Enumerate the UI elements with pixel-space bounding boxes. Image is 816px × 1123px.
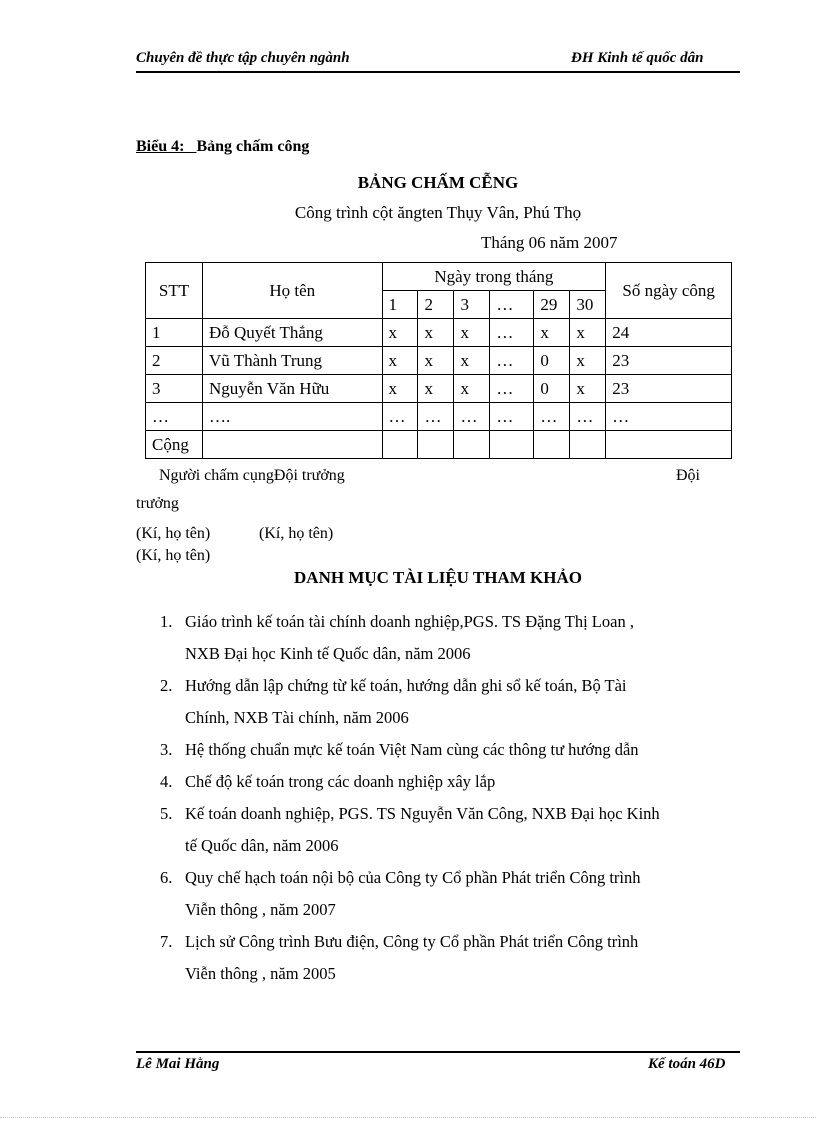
row-name: Vũ Thành Trung [202, 347, 382, 375]
list-item-number: 5. [160, 804, 173, 823]
row-day: x [454, 375, 490, 403]
list-item-number: 7. [160, 932, 173, 951]
list-item-line: NXB Đại học Kinh tế Quốc dân, năm 2006 [185, 644, 471, 663]
list-item-line: Giáo trình kế toán tài chính doanh nghiệp,PGS. TS Đặng Thị Loan , [185, 612, 634, 631]
list-item-number: 2. [160, 676, 173, 695]
row-stt: 3 [146, 375, 203, 403]
signature-line4: (Kí, họ tên) [136, 547, 211, 564]
row-name: …. [202, 403, 382, 431]
row-day: 0 [534, 375, 570, 403]
table-row [146, 375, 732, 403]
list-item [160, 734, 740, 766]
list-item-number: 3. [160, 740, 173, 759]
signature-line1-left: Người chấm cụngĐội trưởng [159, 467, 345, 484]
row-day: x [418, 375, 454, 403]
references-title: DANH MỤC TÀI LIỆU THAM KHẢO [294, 568, 582, 587]
row-day: 0 [534, 347, 570, 375]
row-day: … [418, 403, 454, 431]
row-day: … [490, 319, 534, 347]
row-day: … [382, 403, 418, 431]
row-stt: 1 [146, 319, 203, 347]
row-day: x [454, 347, 490, 375]
header-rule [136, 71, 740, 73]
list-item [160, 766, 740, 798]
list-item-number: 1. [160, 612, 173, 631]
sheet-subtitle: Công trình cột ăngten Thụy Vân, Phú Thọ [294, 203, 582, 222]
row-day: x [382, 347, 418, 375]
day-column: 29 [534, 291, 570, 319]
table-row [146, 319, 732, 347]
list-item [160, 798, 740, 862]
footer-left-text: Lê Mai Hằng [136, 1056, 220, 1072]
row-day: x [382, 319, 418, 347]
day-column: 30 [570, 291, 606, 319]
sheet-period: Tháng 06 năm 2007 [481, 233, 618, 252]
page-bottom-divider [0, 1117, 816, 1118]
list-item-line: Lịch sử Công trình Bưu điện, Công ty Cổ phần Phát triển Công trình [185, 932, 639, 951]
list-item-line: Viễn thông , năm 2007 [185, 900, 336, 919]
footer-right-text: Kế toán 46D [648, 1056, 726, 1072]
row-day: … [454, 403, 490, 431]
list-item-line: Chế độ kế toán trong các doanh nghiệp xây lắp [185, 772, 496, 791]
sheet-title: BẢNG CHẤM CỄNG [357, 173, 519, 192]
list-item [160, 926, 740, 990]
list-item-line: tế Quốc dân, năm 2006 [185, 836, 339, 855]
row-total: 24 [606, 319, 732, 347]
list-item-number: 4. [160, 772, 173, 791]
day-column: 3 [454, 291, 490, 319]
row-day: x [454, 319, 490, 347]
list-item [160, 862, 740, 926]
signature-line2: trưởng [136, 495, 179, 512]
row-stt: 2 [146, 347, 203, 375]
header-stt: STT [146, 263, 203, 319]
signature-line3-right: (Kí, họ tên) [259, 525, 334, 542]
list-item-line: Chính, NXB Tài chính, năm 2006 [185, 708, 409, 727]
section-title: Bảng chấm công [196, 138, 310, 155]
row-name: Nguyễn Văn Hữu [202, 375, 382, 403]
list-item-line: Viễn thông , năm 2005 [185, 964, 336, 983]
day-column: 1 [382, 291, 418, 319]
row-total: 23 [606, 375, 732, 403]
table-row [146, 403, 732, 431]
header-days: Ngày trong tháng [382, 263, 606, 291]
row-day: … [570, 403, 606, 431]
footer-rule [136, 1051, 740, 1053]
row-day: x [534, 319, 570, 347]
row-day: … [490, 347, 534, 375]
header-total: Số ngày công [606, 263, 732, 319]
row-day: x [570, 375, 606, 403]
row-day: … [534, 403, 570, 431]
row-day: x [382, 375, 418, 403]
header-name: Họ tên [202, 263, 382, 319]
list-item-number: 6. [160, 868, 173, 887]
header-right-text: ĐH Kinh tế quốc dân [571, 50, 704, 66]
row-day: … [490, 375, 534, 403]
row-total: 23 [606, 347, 732, 375]
section-label: Biểu 4: [136, 138, 185, 155]
row-stt: … [146, 403, 203, 431]
total-row [146, 431, 732, 459]
day-column: … [490, 291, 534, 319]
list-item [160, 670, 740, 734]
day-column: 2 [418, 291, 454, 319]
signature-line1-right: Đội [676, 467, 700, 484]
list-item [160, 606, 740, 670]
list-item-line: Kế toán doanh nghiệp, PGS. TS Nguyễn Văn Công, NXB Đại học Kinh [185, 804, 660, 823]
list-item-line: Hướng dẫn lập chứng từ kế toán, hướng dẫn ghi sổ kế toán, Bộ Tài [185, 676, 627, 695]
row-day: x [418, 347, 454, 375]
row-day: x [418, 319, 454, 347]
row-day: x [570, 347, 606, 375]
row-total: … [606, 403, 732, 431]
table-header-row [146, 263, 732, 291]
signature-line3-left: (Kí, họ tên) [136, 525, 211, 542]
row-name: Đỗ Quyết Thắng [202, 319, 382, 347]
section-heading [136, 138, 309, 156]
total-label: Cộng [146, 431, 203, 459]
row-day: … [490, 403, 534, 431]
attendance-table [145, 262, 732, 459]
references-list [160, 606, 740, 990]
header-left-text: Chuyên đề thực tập chuyên ngành [136, 50, 350, 66]
row-day: x [570, 319, 606, 347]
list-item-line: Quy chế hạch toán nội bộ của Công ty Cổ phần Phát triển Công trình [185, 868, 641, 887]
table-row [146, 347, 732, 375]
list-item-line: Hệ thống chuẩn mực kế toán Việt Nam cùng các thông tư hướng dẫn [185, 740, 639, 759]
